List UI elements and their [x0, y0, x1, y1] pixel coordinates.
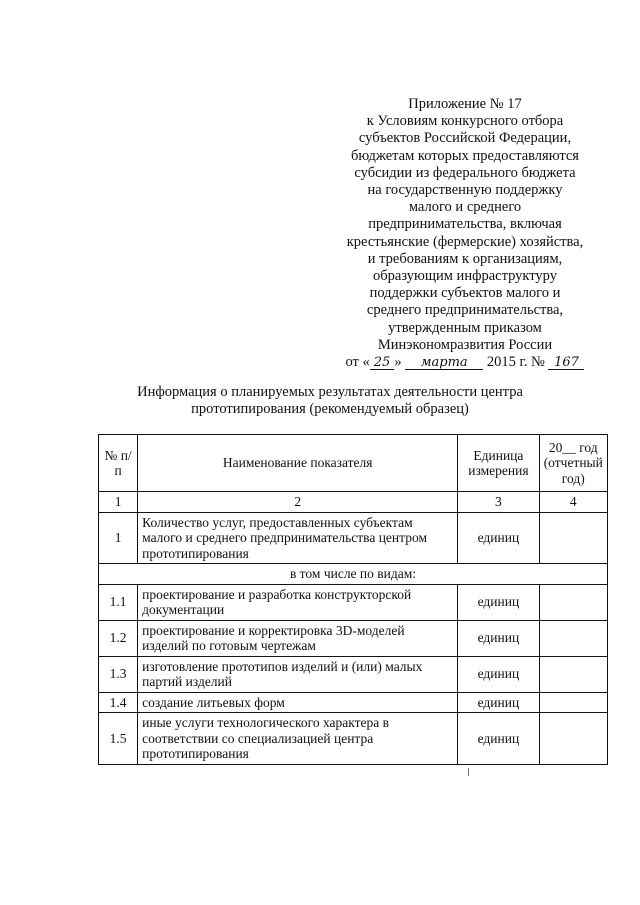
document-title: [120, 384, 540, 418]
table-row: [99, 620, 608, 656]
appendix-line: субъектов Российской Федерации,: [358, 130, 572, 147]
row-unit: единиц: [458, 692, 539, 713]
row-no: 1.1: [99, 584, 138, 620]
row-name: иные услуги технологического характера в соответствии со специализацией центра прототипирования: [138, 713, 458, 765]
row-unit: единиц: [458, 620, 539, 656]
title-line-2: прототипирования (рекомендуемый образец): [191, 401, 469, 417]
col-number: 3: [458, 492, 539, 513]
row-unit: единиц: [458, 512, 539, 564]
appendix-line: среднего предпринимательства,: [366, 302, 564, 319]
appendix-line: утвержденным приказом: [388, 319, 542, 336]
col-number: 1: [99, 492, 138, 513]
appendix-line: бюджетам которых предоставляются: [351, 147, 579, 164]
row-no: 1.3: [99, 656, 138, 692]
scan-mark: [468, 768, 469, 776]
header-name: Наименование показателя: [138, 435, 458, 492]
row-value-cell[interactable]: [539, 584, 607, 620]
results-table: [98, 434, 608, 765]
row-value-cell[interactable]: [539, 512, 607, 564]
row-name: проектирование и корректировка 3D-моделей изделий по готовым чертежам: [138, 620, 458, 656]
col-number: 2: [138, 492, 458, 513]
row-no: 1.2: [99, 620, 138, 656]
appendix-header: [330, 96, 600, 371]
appendix-line: субсидии из федерального бюджета: [354, 164, 576, 181]
header-no: № п/п: [99, 435, 138, 492]
row-unit: единиц: [458, 713, 539, 765]
row-no: 1.5: [99, 713, 138, 765]
order-date-line: [330, 354, 600, 371]
row-no: 1: [99, 512, 138, 564]
subheader-label: в том числе по видам:: [99, 564, 608, 585]
column-numbers-row: [99, 492, 608, 513]
appendix-line: крестьянские (фермерские) хозяйства,: [346, 233, 584, 250]
row-unit: единиц: [458, 584, 539, 620]
table-row: [99, 713, 608, 765]
row-value-cell[interactable]: [539, 656, 607, 692]
row-name: Количество услуг, предоставленных субъектам малого и среднего предпринимательства центром прототипирования: [138, 512, 458, 564]
table-row: [99, 692, 608, 713]
col-number: 4: [539, 492, 607, 513]
date-prefix: от «: [345, 354, 370, 371]
handwritten-day: 25: [370, 356, 395, 370]
appendix-line: Минэкономразвития России: [377, 336, 553, 353]
appendix-line: к Условиям конкурсного отбора: [366, 113, 564, 130]
row-unit: единиц: [458, 656, 539, 692]
row-value-cell[interactable]: [539, 713, 607, 765]
row-name: изготовление прототипов изделий и (или) малых партий изделий: [138, 656, 458, 692]
table-row: [99, 512, 608, 564]
appendix-line: образующим инфраструктуру: [373, 268, 557, 285]
table-header-row: [99, 435, 608, 492]
handwritten-month: марта: [405, 356, 483, 370]
appendix-line: малого и среднего: [408, 199, 522, 216]
handwritten-order-number: 167: [548, 356, 584, 370]
appendix-line: и требованиям к организациям,: [367, 250, 563, 267]
table-row: [99, 584, 608, 620]
row-no: 1.4: [99, 692, 138, 713]
appendix-number: Приложение № 17: [408, 96, 522, 112]
header-year: 20__ год (отчетный год): [539, 435, 607, 492]
row-value-cell[interactable]: [539, 620, 607, 656]
appendix-line: предпринимательства, включая: [368, 216, 562, 233]
table-row: [99, 656, 608, 692]
row-value-cell[interactable]: [539, 692, 607, 713]
subheader-row: [99, 564, 608, 585]
date-quote: »: [394, 354, 402, 371]
title-line-1: Информация о планируемых результатах деятельности центра: [137, 384, 523, 400]
appendix-line: на государственную поддержку: [367, 182, 563, 199]
row-name: создание литьевых форм: [138, 692, 458, 713]
row-name: проектирование и разработка конструкторской документации: [138, 584, 458, 620]
appendix-line: поддержки субъектов малого и: [369, 285, 561, 302]
header-unit: Единица измерения: [458, 435, 539, 492]
date-year: 2015 г. №: [486, 354, 545, 371]
